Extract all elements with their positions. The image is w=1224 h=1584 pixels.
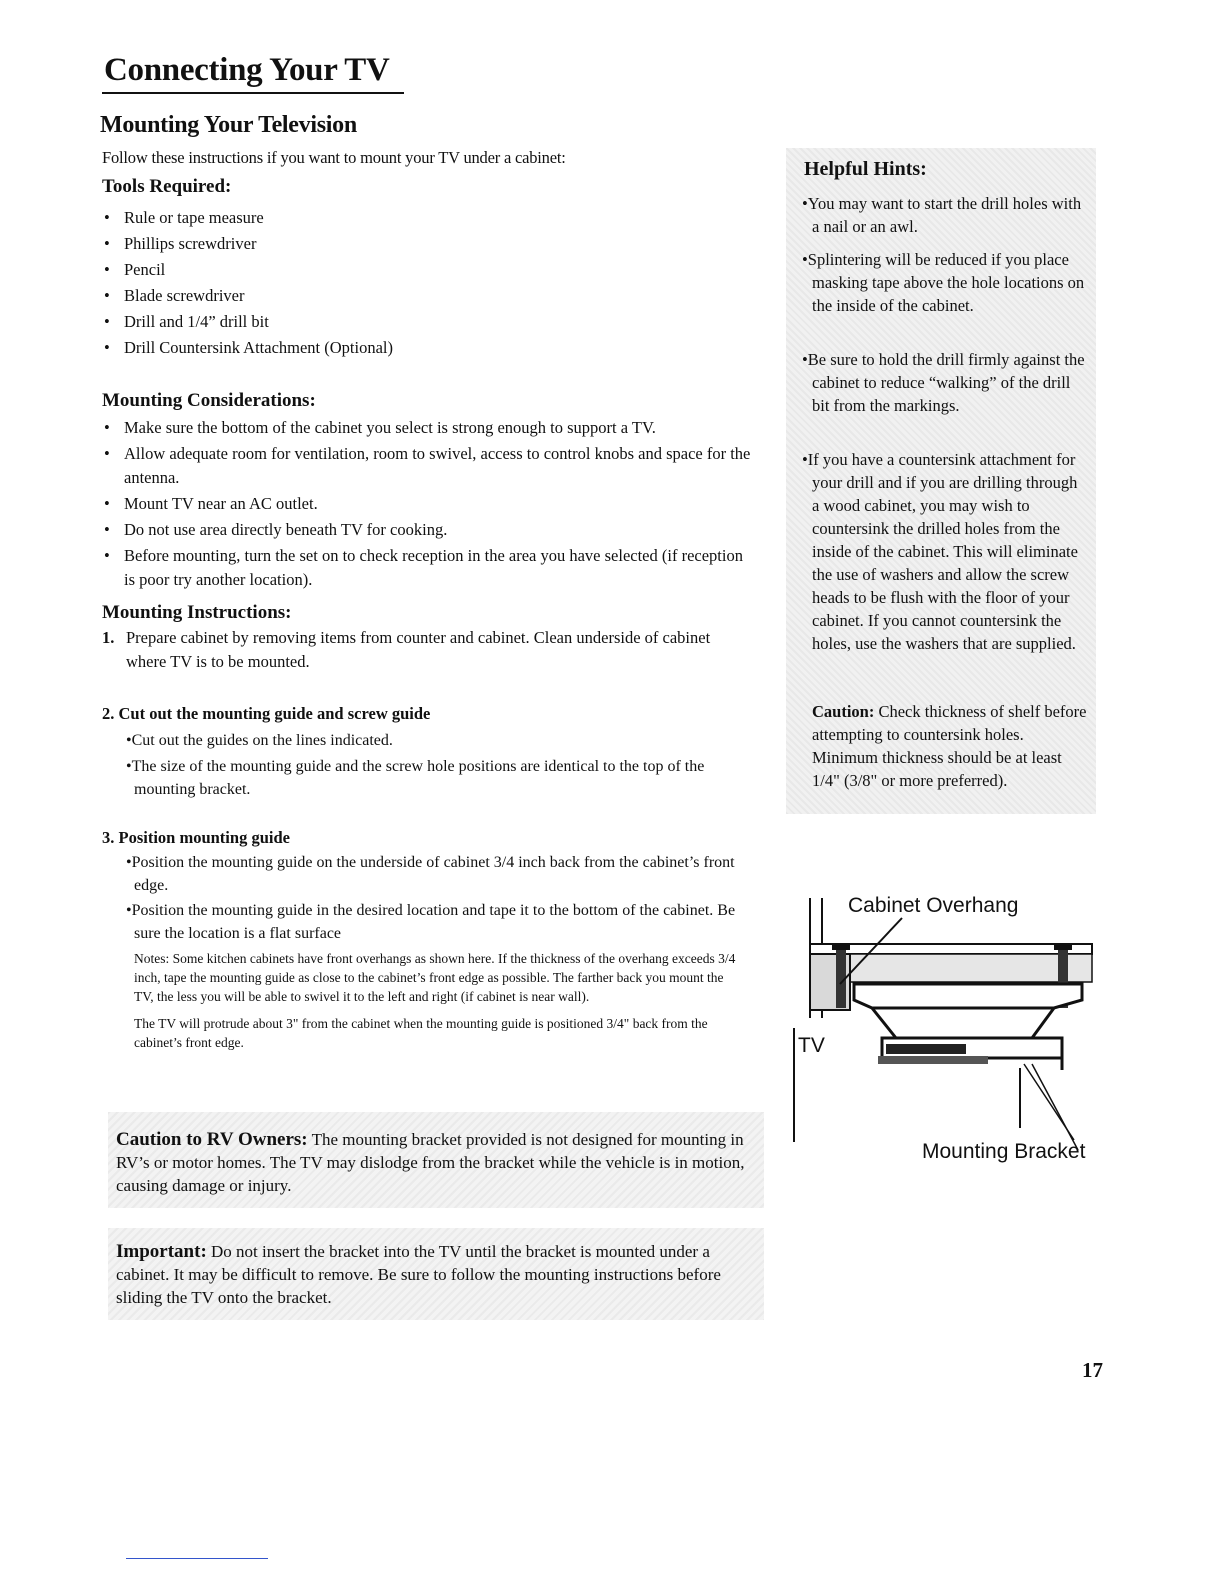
step-3 xyxy=(102,826,752,1052)
list-item: • Before mounting, turn the set on to check reception in the area you have selected (if reception is poor try another location). xyxy=(102,544,752,592)
important-label: Important: xyxy=(116,1241,207,1262)
list-item: • Mount TV near an AC outlet. xyxy=(102,492,752,516)
step-text: Prepare cabinet by removing items from counter and cabinet. Clean underside of cabinet where TV is to be mounted. xyxy=(126,628,711,671)
diagram-label-overhang: Cabinet Overhang xyxy=(848,894,1019,917)
step-2 xyxy=(102,702,752,801)
step-number: 3. xyxy=(102,828,115,847)
instructions-heading: Mounting Instructions: xyxy=(102,602,292,623)
title-underline xyxy=(102,92,404,94)
list-item: • Drill and 1/4” drill bit xyxy=(102,310,742,334)
considerations-list xyxy=(102,416,752,594)
helpful-hints-box xyxy=(786,148,1096,814)
step-title: Position mounting guide xyxy=(118,828,290,847)
list-item: • Allow adequate room for ventilation, room to swivel, access to control knobs and space for the antenna. xyxy=(102,442,752,490)
hint-item: •Be sure to hold the drill firmly against the cabinet to reduce “walking” of the drill bit from the markings. xyxy=(802,350,1085,415)
step-1 xyxy=(102,626,752,674)
page-number: 17 xyxy=(1082,1358,1103,1382)
tools-heading: Tools Required: xyxy=(102,176,232,197)
list-item: • Drill Countersink Attachment (Optional) xyxy=(102,336,742,360)
list-item: • Phillips screwdriver xyxy=(102,232,742,256)
important-text: Do not insert the bracket into the TV until the bracket is mounted under a cabinet. It may be difficult to remove. Be sure to follow the mounting instructions before sliding the TV onto the bracket. xyxy=(116,1242,721,1307)
tools-list xyxy=(102,206,742,362)
section-title: Mounting Your Television xyxy=(100,112,357,138)
notes-text: Notes: Some kitchen cabinets have front overhangs as shown here. If the thickness of the overhang exceeds 3/4 inch, tape the mounting guide as close to the cabinet’s front edge as possible. The farther back you mount the TV, the less you will be able to swivel it to the left and right (if cabinet is near wall). xyxy=(134,951,736,1004)
hint-item: •If you have a countersink attachment for your drill and if you are drilling through a wood cabinet, you may wish to countersink the drilled holes from the inside of the cabinet. This will eliminate the use of washers and allow the screw heads to be flush with the floor of your cabinet. If you cannot countersink the holes, use the washers that are supplied. xyxy=(802,450,1078,653)
important-box xyxy=(108,1228,764,1320)
step-number: 1. xyxy=(102,628,115,647)
step-number: 2. xyxy=(102,704,115,723)
step-bullet: •The size of the mounting guide and the screw hole positions are identical to the top of the mounting bracket. xyxy=(126,758,705,798)
hints-heading: Helpful Hints: xyxy=(804,158,927,180)
bracket-illustration xyxy=(792,888,1112,1178)
diagram-label-tv: TV xyxy=(798,1034,825,1057)
hint-item: •You may want to start the drill holes with a nail or an awl. xyxy=(802,194,1082,236)
list-item: • Do not use area directly beneath TV for cooking. xyxy=(102,518,752,542)
protrude-text: The TV will protrude about 3" from the cabinet when the mounting guide is positioned 3/4" back from the cabinet’s front edge. xyxy=(134,1016,708,1050)
list-item: • Rule or tape measure xyxy=(102,206,742,230)
page-title: Connecting Your TV xyxy=(104,52,390,88)
list-item: • Make sure the bottom of the cabinet you select is strong enough to support a TV. xyxy=(102,416,752,440)
intro-text: Follow these instructions if you want to mount your TV under a cabinet: xyxy=(102,148,566,167)
mounting-diagram xyxy=(792,888,1112,1178)
diagram-label-bracket: Mounting Bracket xyxy=(922,1140,1086,1163)
considerations-heading: Mounting Considerations: xyxy=(102,390,316,411)
hint-item: •Splintering will be reduced if you place masking tape above the hole locations on the inside of the cabinet. xyxy=(802,250,1085,315)
list-item: • Blade screwdriver xyxy=(102,284,742,308)
list-item: • Pencil xyxy=(102,258,742,282)
caution-rv-text: The mounting bracket provided is not designed for mounting in RV’s or motor homes. The TV may dislodge from the bracket while the vehicle is in motion, causing damage or injury. xyxy=(116,1130,745,1195)
step-bullet: •Position the mounting guide on the underside of cabinet 3/4 inch back from the cabinet’s front edge. xyxy=(126,854,735,894)
hints-caution: Caution: Check thickness of shelf before attempting to countersink holes. Minimum thickness should be at least 1/4" (3/8" or more preferred). xyxy=(812,702,1087,790)
step-bullet: •Cut out the guides on the lines indicated. xyxy=(126,732,393,749)
caution-rv-box xyxy=(108,1112,764,1208)
step-bullet: •Position the mounting guide in the desired location and tape it to the bottom of the cabinet. Be sure the location is a flat surface xyxy=(126,902,736,942)
caution-rv-label: Caution to RV Owners: xyxy=(116,1129,308,1150)
step-title: Cut out the mounting guide and screw guide xyxy=(118,704,431,723)
footer-line xyxy=(126,1558,268,1559)
